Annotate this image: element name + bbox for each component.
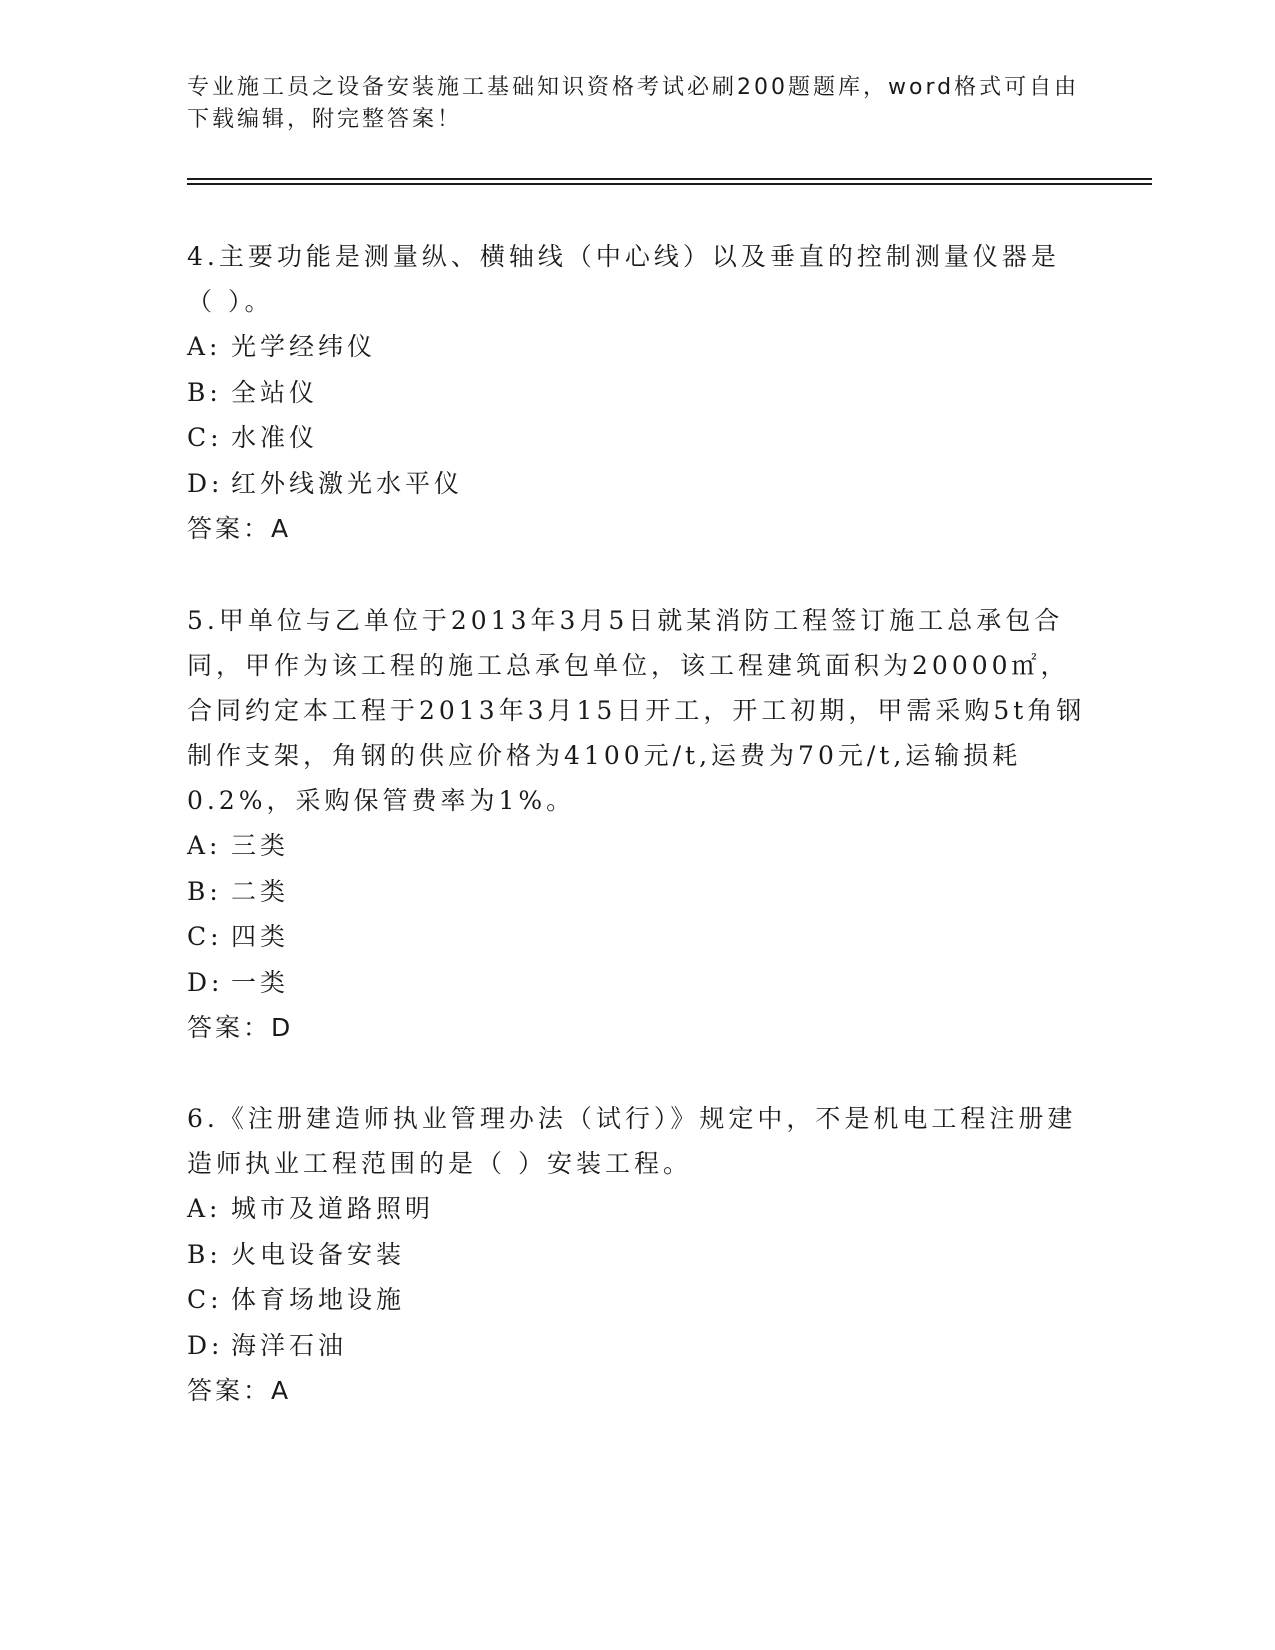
option-c bbox=[187, 1277, 1087, 1323]
option-b bbox=[187, 1232, 1087, 1278]
question-stem: 6.《注册建造师执业管理办法（试行）》规定中，不是机电工程注册建造师执业工程范围的是（ ）安装工程。 bbox=[187, 1104, 1077, 1178]
option-letter: B: bbox=[187, 377, 222, 407]
question-block-5 bbox=[187, 598, 1087, 1051]
header-divider-bottom bbox=[187, 183, 1152, 185]
answer-line: 答案：A bbox=[187, 514, 292, 543]
option-letter: D: bbox=[187, 1330, 224, 1360]
answer-line: 答案：A bbox=[187, 1376, 292, 1405]
option-text: 二类 bbox=[231, 876, 290, 906]
question-stem: 4.主要功能是测量纵、横轴线（中心线）以及垂直的控制测量仪器是（ ）。 bbox=[187, 242, 1060, 316]
option-b bbox=[187, 869, 1087, 915]
option-c bbox=[187, 914, 1087, 960]
option-text: 红外线激光水平仪 bbox=[231, 468, 464, 498]
document-header: 专业施工员之设备安装施工基础知识资格考试必刷200题题库，word格式可自由下载编辑，附完整答案！ bbox=[187, 75, 1080, 132]
answer-line: 答案：D bbox=[187, 1013, 294, 1042]
option-letter: C: bbox=[187, 922, 223, 951]
option-a bbox=[187, 1186, 1087, 1232]
option-letter: D: bbox=[187, 468, 224, 498]
option-letter: A: bbox=[187, 332, 222, 361]
option-letter: B: bbox=[187, 876, 222, 906]
option-letter: A: bbox=[187, 831, 222, 860]
option-letter: A: bbox=[187, 1194, 222, 1223]
option-d bbox=[187, 1323, 1087, 1369]
header-divider-top bbox=[187, 178, 1152, 180]
option-text: 海洋石油 bbox=[231, 1330, 348, 1360]
question-block-6 bbox=[187, 1096, 1087, 1414]
option-d bbox=[187, 461, 1087, 507]
question-block-4 bbox=[187, 234, 1087, 552]
option-c bbox=[187, 415, 1087, 461]
option-letter: C: bbox=[187, 423, 223, 452]
option-text: 体育场地设施 bbox=[231, 1285, 406, 1314]
option-letter: C: bbox=[187, 1285, 223, 1314]
option-text: 四类 bbox=[231, 922, 290, 951]
option-b bbox=[187, 370, 1087, 416]
question-stem: 5.甲单位与乙单位于2013年3月5日就某消防工程签订施工总承包合同，甲作为该工程的施工总承包单位，该工程建筑面积为20000㎡，合同约定本工程于2013年3月15日开工，开工初期，甲需采购5t角钢制作支架，角钢的供应价格为4100元/t,运费为70元/t,运输损耗0.2%，采购保管费率为1%。 bbox=[187, 606, 1086, 815]
option-letter: B: bbox=[187, 1239, 222, 1269]
option-text: 城市及道路照明 bbox=[231, 1194, 435, 1223]
option-text: 一类 bbox=[231, 967, 290, 997]
option-text: 水准仪 bbox=[231, 423, 319, 452]
option-d bbox=[187, 960, 1087, 1006]
option-text: 火电设备安装 bbox=[231, 1239, 406, 1269]
option-text: 三类 bbox=[231, 831, 290, 860]
option-text: 全站仪 bbox=[231, 377, 319, 407]
option-a bbox=[187, 324, 1087, 370]
option-text: 光学经纬仪 bbox=[231, 332, 377, 361]
option-letter: D: bbox=[187, 967, 224, 997]
option-a bbox=[187, 823, 1087, 869]
